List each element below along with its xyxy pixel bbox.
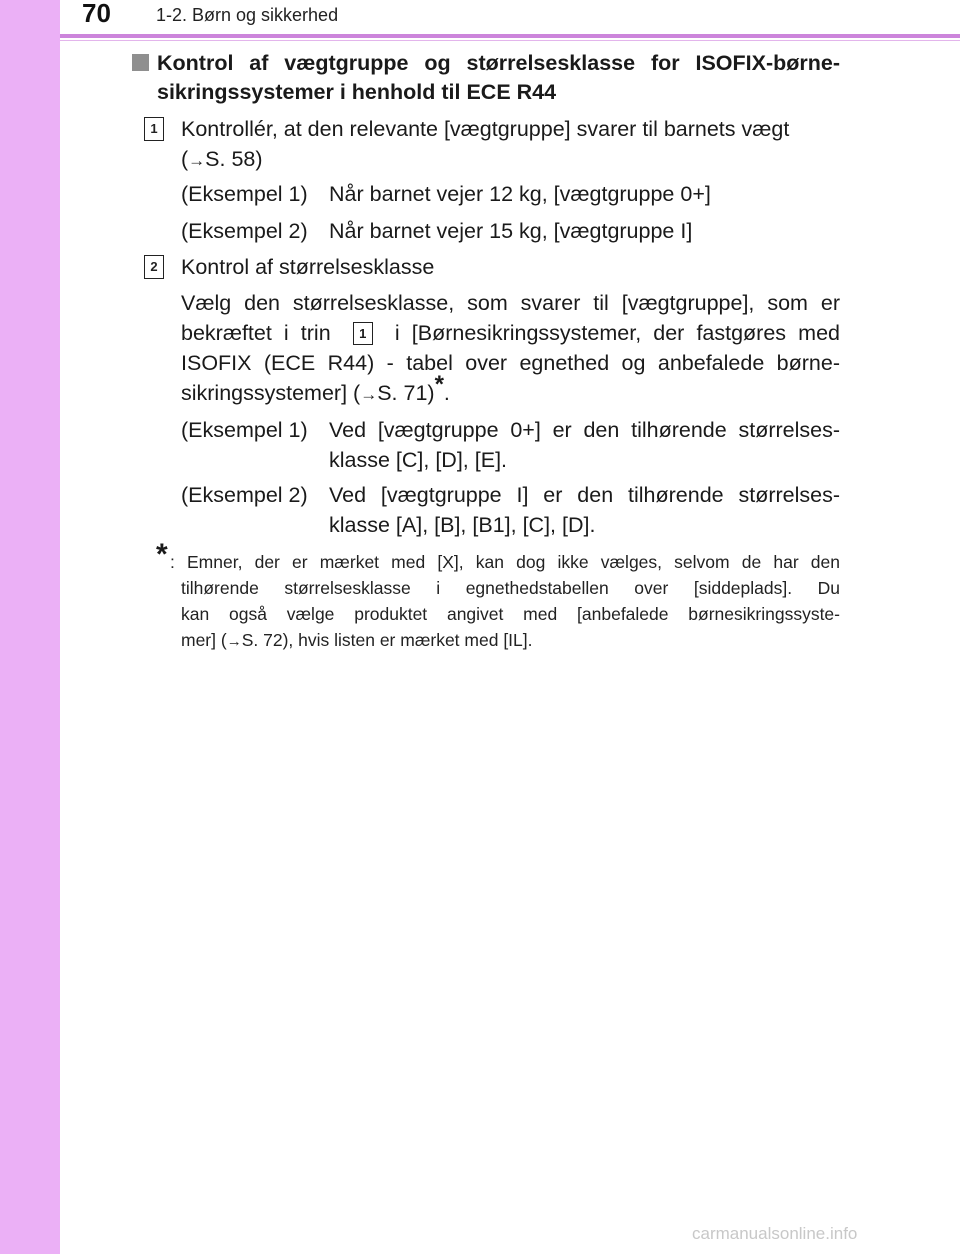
step-2-example-2-line-1: Ved [vægtgruppe I] er den tilhørende størrelses- (329, 483, 840, 507)
page-reference-link[interactable]: S. 72), hvis listen er mærket med [IL]. (241, 630, 533, 650)
step-1-example-1-label: (Eksempel 1) (181, 182, 308, 206)
arrow-right-icon: → (360, 385, 378, 404)
step-1-example-2-text: Når barnet vejer 15 kg, [vægtgruppe I] (329, 219, 693, 243)
page-reference-link[interactable]: S. 71) (377, 381, 435, 405)
step-2-example-2-label: (Eksempel 2) (181, 483, 308, 507)
heading-bullet-icon (132, 54, 149, 71)
step-1-example-2-label: (Eksempel 2) (181, 219, 308, 243)
step-2-badge: 2 (144, 255, 164, 279)
step-2-example-1-line-1: Ved [vægtgruppe 0+] er den tilhørende størrelses- (329, 418, 840, 442)
step-2-title: Kontrol af størrelsesklasse (181, 255, 435, 279)
page-reference-link[interactable]: S. 58) (205, 147, 263, 171)
footnote-line-2: tilhørende størrelsesklasse i egnethedstabellen over [siddeplads]. Du (181, 578, 840, 598)
step-2-paragraph-line-2: bekræftet i trin 1 i [Børnesikringssystemer, der fastgøres med (181, 321, 840, 345)
header-rule-thin (60, 40, 960, 41)
footnote-line-1: : Emner, der er mærket med [X], kan dog ikke vælges, selvom de har den (170, 552, 840, 572)
footnote-star: * (156, 538, 168, 571)
step-2-paragraph-line-3: ISOFIX (ECE R44) - tabel over egnethed og anbefalede børne- (181, 351, 840, 375)
footnote-marker: * (434, 370, 444, 398)
arrow-right-icon: → (226, 633, 242, 650)
step-2-example-1-label: (Eksempel 1) (181, 418, 308, 442)
section-title: 1-2. Børn og sikkerhed (156, 5, 339, 25)
step-2-paragraph-line-1: Vælg den størrelsesklasse, som svarer til [vægtgruppe], som er (181, 291, 840, 315)
step-1-text-line-2: (→S. 58) (181, 147, 263, 171)
step-1-example-1-text: Når barnet vejer 12 kg, [vægtgruppe 0+] (329, 182, 711, 206)
arrow-right-icon: → (188, 151, 206, 170)
footnote-line-3: kan også vælge produktet angivet med [anbefalede børnesikringssyste- (181, 604, 840, 624)
header-rule (60, 34, 960, 38)
heading-line-1: Kontrol af vægtgruppe og størrelsesklasse for ISOFIX-børne- (157, 51, 840, 75)
side-tab-bar (0, 0, 60, 1254)
step-1-badge: 1 (144, 117, 164, 141)
heading-line-2: sikringssystemer i henhold til ECE R44 (157, 80, 557, 104)
step-1-text-line-1: Kontrollér, at den relevante [vægtgruppe] svarer til barnets vægt (181, 117, 790, 141)
step-1-inline-badge: 1 (353, 322, 373, 345)
step-2-example-2-line-2: klasse [A], [B], [B1], [C], [D]. (329, 513, 596, 537)
step-2-example-1-line-2: klasse [C], [D], [E]. (329, 448, 508, 472)
watermark: carmanualsonline.info (692, 1224, 858, 1243)
step-2-paragraph-line-4: sikringssystemer] (→S. 71)*. (181, 370, 450, 405)
page-number: 70 (82, 0, 111, 28)
footnote-line-4: mer] (→S. 72), hvis listen er mærket med [IL]. (181, 630, 533, 650)
